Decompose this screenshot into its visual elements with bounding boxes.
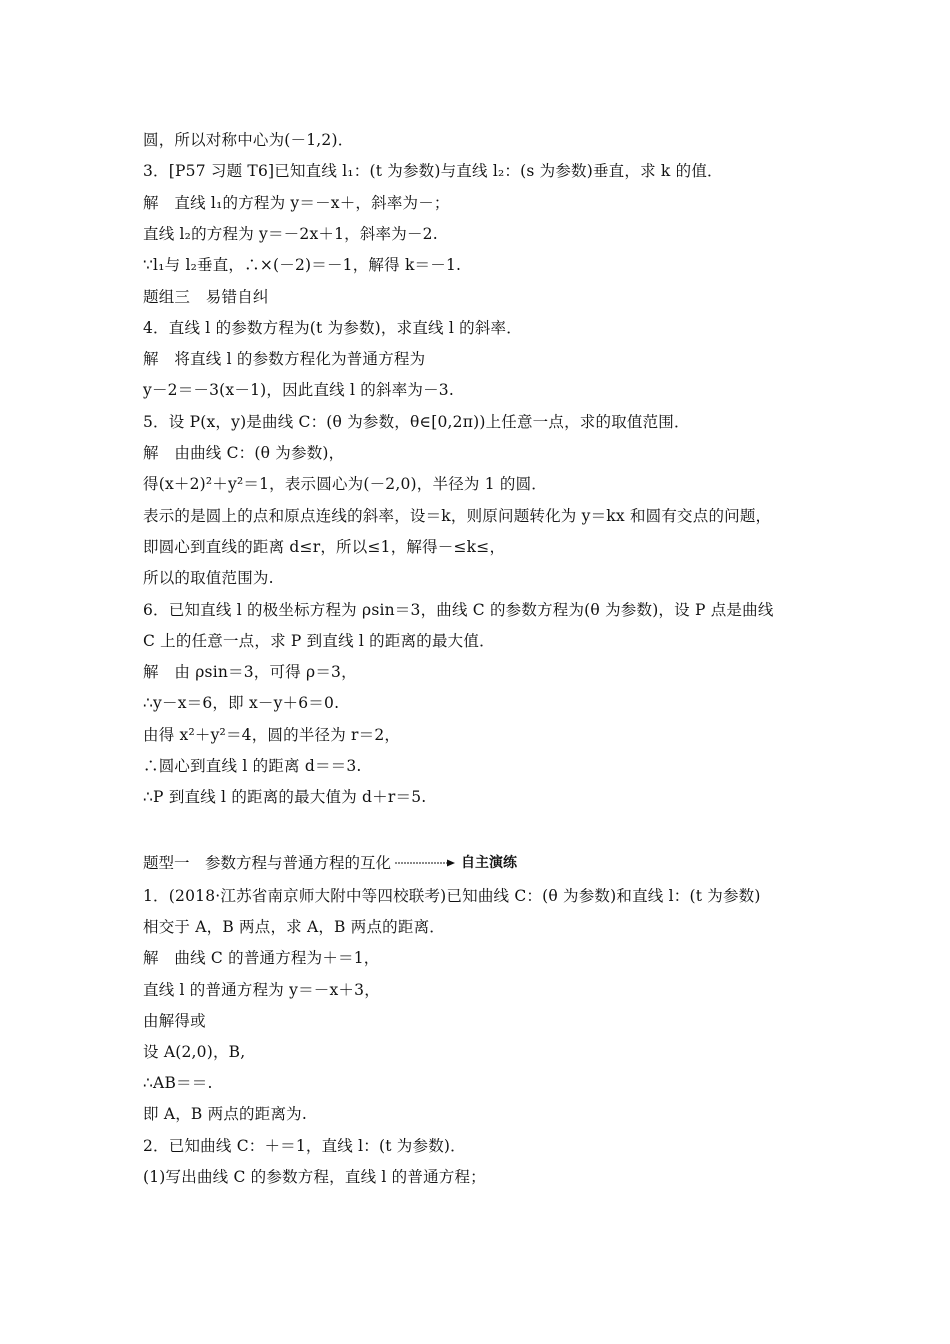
section-tag: 自主演练 xyxy=(461,855,518,871)
text-line: ∴P 到直线 l 的距离的最大值为 d＋r＝5. xyxy=(143,788,427,807)
text-line: 3．[P57 习题 T6]已知直线 l₁：(t 为参数)与直线 l₂：(s 为参数)垂直，求 k 的值． xyxy=(143,162,723,181)
text-line: ∴y－x＝6，即 x－y＋6＝0. xyxy=(143,694,340,713)
arrow-icon xyxy=(395,858,455,868)
text-line: C 上的任意一点，求 P 到直线 l 的距离的最大值． xyxy=(143,631,495,650)
text-line: 即 A，B 两点的距离为. xyxy=(143,1105,307,1124)
text-line: 直线 l 的普通方程为 y＝－x＋3， xyxy=(143,980,380,999)
text-line: 由得 x²＋y²＝4，圆的半径为 r＝2， xyxy=(143,725,401,744)
section-heading xyxy=(143,853,517,873)
text-line: 1．(2018·江苏省南京师大附中等四校联考)已知曲线 C：(θ 为参数)和直线 l：(t 为参数) xyxy=(143,887,761,905)
text-line: 6．已知直线 l 的极坐标方程为 ρsin＝3，曲线 C 的参数方程为(θ 为参数)，设 P 点是曲线 xyxy=(143,600,774,619)
text-line: 解 由 ρsin＝3，可得 ρ＝3， xyxy=(143,663,357,682)
text-line: 题组三 易错自纠 xyxy=(143,287,269,306)
text-line: 所以的取值范围为. xyxy=(143,569,274,588)
text-line: 设 A(2,0)，B, xyxy=(143,1043,246,1061)
text-line: ∵l₁与 l₂垂直，∴×(－2)＝－1，解得 k＝－1. xyxy=(143,256,462,275)
text-line: 由解得或 xyxy=(143,1011,206,1030)
text-line: ∴AB＝＝. xyxy=(143,1074,213,1093)
text-line: 直线 l₂的方程为 y＝－2x＋1，斜率为－2. xyxy=(143,224,438,243)
text-line: 2．已知曲线 C：＋＝1，直线 l：(t 为参数)． xyxy=(143,1136,466,1155)
text-line: 4．直线 l 的参数方程为(t 为参数)，求直线 l 的斜率． xyxy=(143,318,522,337)
text-line: 圆，所以对称中心为(－1,2)． xyxy=(143,131,354,149)
text-line: 解 由曲线 C：(θ 为参数)， xyxy=(143,444,345,462)
text-line: 解 直线 l₁的方程为 y＝－x＋，斜率为－； xyxy=(143,193,450,212)
text-line: 解 将直线 l 的参数方程化为普通方程为 xyxy=(143,350,426,369)
text-line: 5．设 P(x，y)是曲线 C：(θ 为参数，θ∈[0,2π))上任意一点，求的取值范围． xyxy=(143,412,690,431)
text-line: 解 曲线 C 的普通方程为＋＝1， xyxy=(143,949,380,968)
text-line: (1)写出曲线 C 的参数方程，直线 l 的普通方程； xyxy=(143,1167,486,1186)
text-line: 相交于 A，B 两点，求 A，B 两点的距离． xyxy=(143,918,445,937)
text-line: y－2＝－3(x－1)，因此直线 l 的斜率为－3. xyxy=(143,381,454,400)
text-line: ∴圆心到直线 l 的距离 d＝＝3. xyxy=(143,757,362,775)
text-line: 表示的是圆上的点和原点连线的斜率，设＝k，则原问题转化为 y＝kx 和圆有交点的问题， xyxy=(143,506,772,525)
text-line: 即圆心到直线的距离 d≤r，所以≤1，解得－≤k≤， xyxy=(143,537,506,556)
text-line: 得(x＋2)²＋y²＝1，表示圆心为(－2,0)，半径为 1 的圆． xyxy=(143,475,548,494)
section-title: 题型一 参数方程与普通方程的互化 xyxy=(143,854,392,872)
